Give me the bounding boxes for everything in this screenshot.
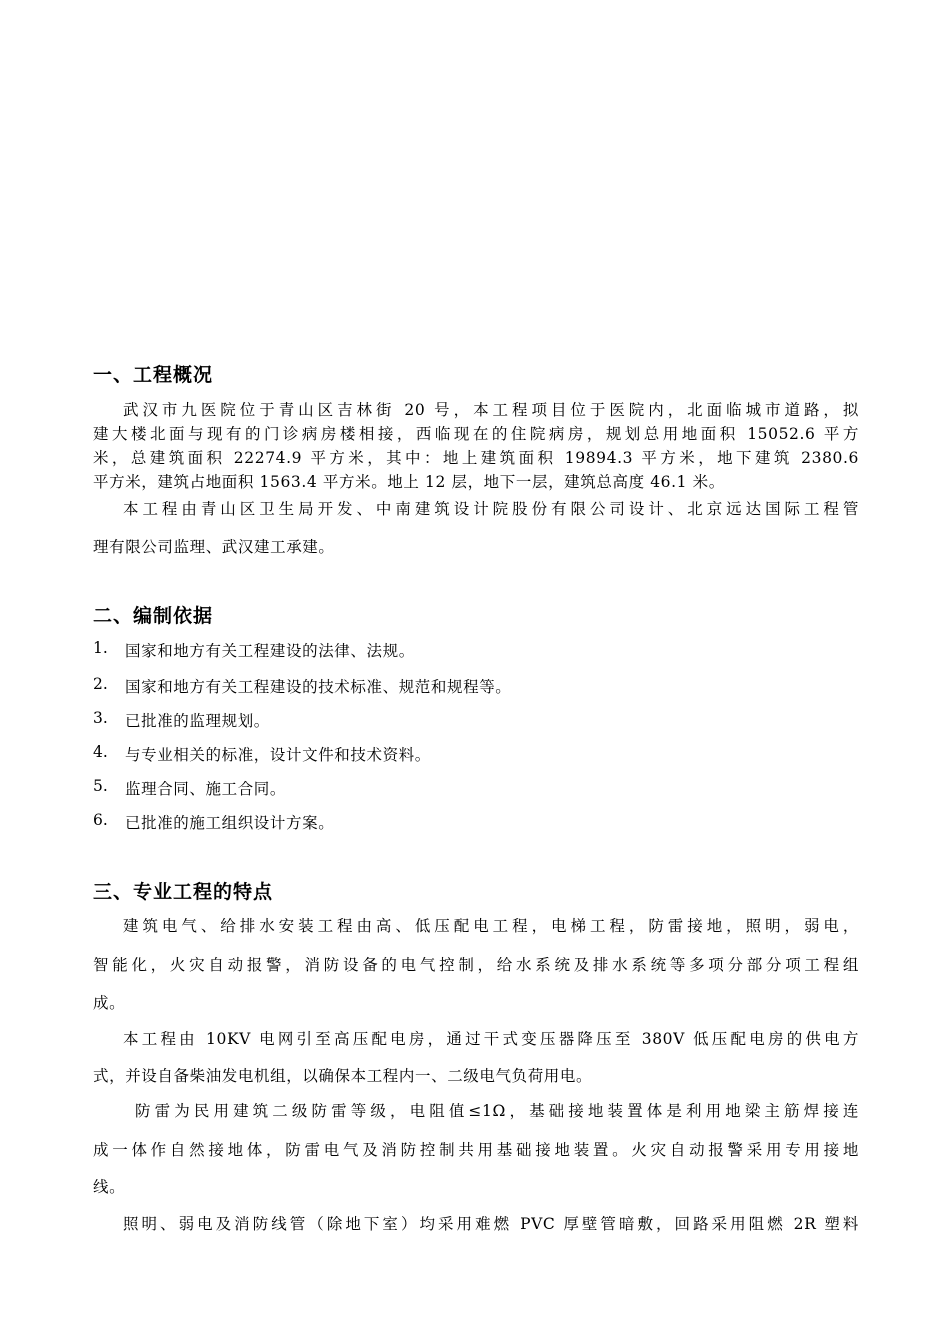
list-item-text: 国家和地方有关工程建设的法律、法规。 bbox=[125, 642, 415, 660]
list-item-text: 与专业相关的标准，设计文件和技术资料。 bbox=[125, 746, 431, 764]
paragraph-line: 式，并设自备柴油发电机组，以确保本工程内一、二级电气负荷用电。 bbox=[93, 1067, 593, 1085]
list-item-number: 5. bbox=[93, 777, 108, 795]
paragraph-line: 建大楼北面与现有的门诊病房楼相接，西临现在的住院病房，规划总用地面积 15052.6 平方 bbox=[93, 425, 859, 443]
list-item-text: 国家和地方有关工程建设的技术标准、规范和规程等。 bbox=[125, 678, 512, 696]
list-item-number: 4. bbox=[93, 743, 108, 761]
paragraph-line: 成。 bbox=[93, 994, 126, 1012]
section-heading-overview: 一、工程概况 bbox=[93, 364, 214, 386]
paragraph-line: 成一体作自然接地体，防雷电气及消防控制共用基础接地装置。火灾自动报警采用专用接地 bbox=[93, 1141, 859, 1159]
paragraph-line: 本工程由青山区卫生局开发、中南建筑设计院股份有限公司设计、北京远达国际工程管 bbox=[123, 500, 859, 518]
list-item-text: 已批准的施工组织设计方案。 bbox=[125, 814, 335, 832]
list-item-number: 1. bbox=[93, 639, 108, 657]
section-heading-features: 三、专业工程的特点 bbox=[93, 881, 274, 903]
paragraph-line: 本工程由 10KV 电网引至高压配电房，通过干式变压器降压至 380V 低压配电房的供电方 bbox=[123, 1030, 859, 1048]
paragraph-line: 建筑电气、给排水安装工程由高、低压配电工程，电梯工程，防雷接地，照明，弱电， bbox=[123, 917, 859, 935]
list-item-number: 6. bbox=[93, 811, 108, 829]
paragraph-line: 武汉市九医院位于青山区吉林街 20 号，本工程项目位于医院内，北面临城市道路，拟 bbox=[123, 401, 859, 419]
paragraph-line: 理有限公司监理、武汉建工承建。 bbox=[93, 538, 335, 556]
list-item-text: 监理合同、施工合同。 bbox=[125, 780, 287, 798]
list-item-number: 2. bbox=[93, 675, 108, 693]
paragraph-line: 平方米，建筑占地面积 1563.4 平方米。地上 12 层，地下一层，建筑总高度 46.1 米。 bbox=[93, 473, 725, 491]
list-item-text: 已批准的监理规划。 bbox=[125, 712, 270, 730]
section-heading-basis: 二、编制依据 bbox=[93, 605, 214, 627]
paragraph-line: 线。 bbox=[93, 1178, 126, 1196]
paragraph-line: 照明、弱电及消防线管（除地下室）均采用难燃 PVC 厚壁管暗敷，回路采用阻燃 2R 塑料 bbox=[123, 1215, 859, 1233]
paragraph-line: 防雷为民用建筑二级防雷等级，电阻值≤1Ω，基础接地装置体是利用地梁主筋焊接连 bbox=[135, 1102, 859, 1120]
list-item-number: 3. bbox=[93, 709, 108, 727]
paragraph-line: 智能化，火灾自动报警，消防设备的电气控制，给水系统及排水系统等多项分部分项工程组 bbox=[93, 956, 859, 974]
paragraph-line: 米，总建筑面积 22274.9 平方米，其中：地上建筑面积 19894.3 平方米，地下建筑 2380.6 bbox=[93, 449, 859, 467]
